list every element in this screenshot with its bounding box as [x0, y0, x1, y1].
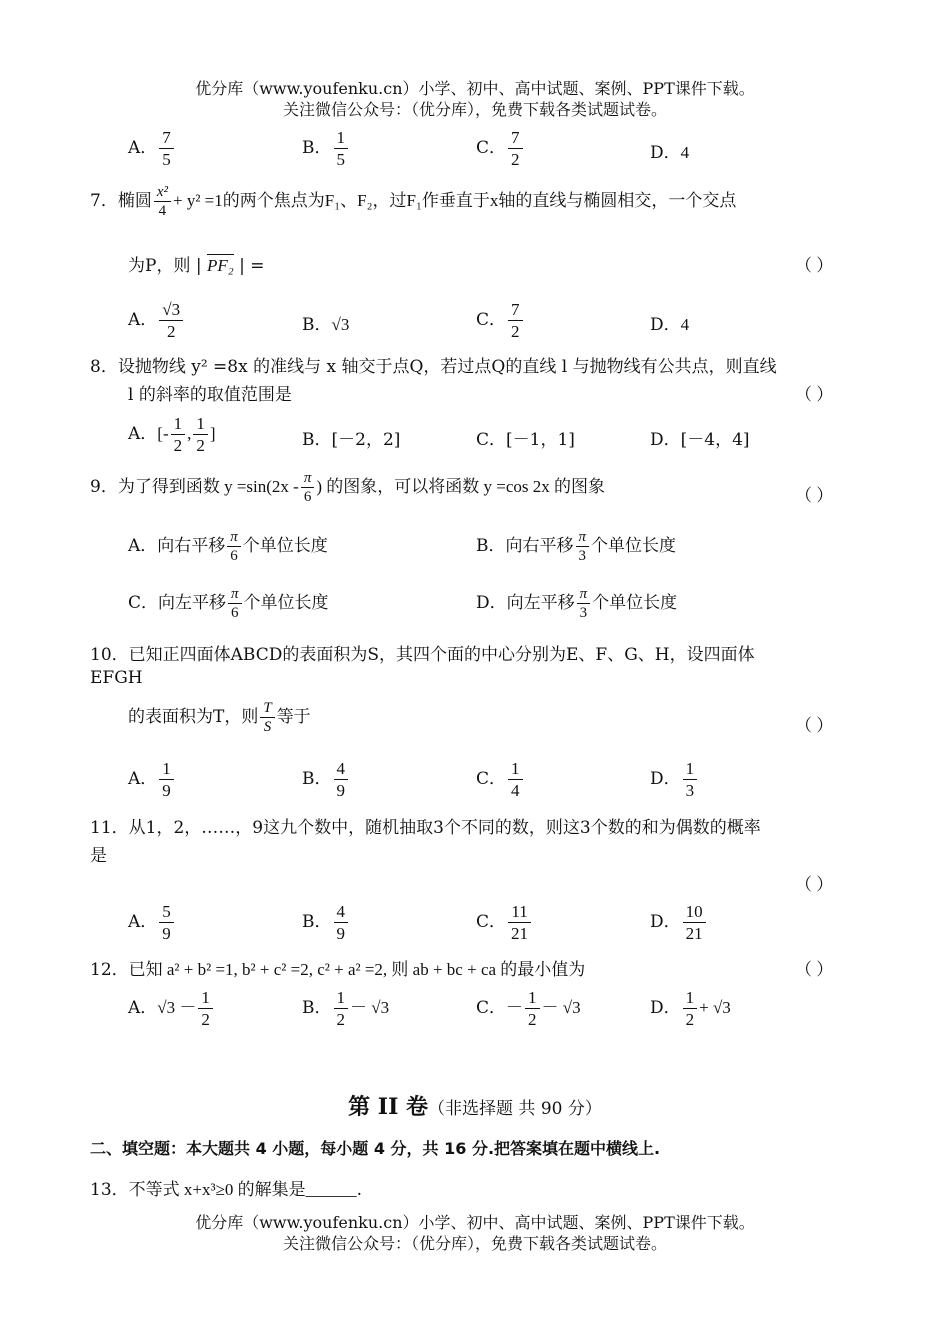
q8-option-a: A．[- $\frac{1}{2}$ , $\frac{1}{2}$ ]: [128, 414, 216, 455]
q11-stem-line1: 11．从1，2，……，9这九个数中，随机抽取3个不同的数，则这3个数的和为偶数的概率: [90, 818, 761, 838]
q7-option-b: B．√3: [302, 315, 350, 335]
q10-stem-line1: 10．已知正四面体ABCD的表面积为S，其四个面的中心分别为E、F、G、H，设四面体: [90, 645, 755, 665]
q7-stem-line2: 为P，则 | PF₂ | =: [128, 256, 265, 276]
q11-answer-bracket: （ ）: [795, 875, 834, 894]
q12-option-c: C．－ $\frac{1}{2}$ － √3: [476, 988, 581, 1029]
q12-stem: 12．已知 a² + b² =1, b² + c² =2, c² + a² =2, 则 ab + bc + ca 的最小值为: [90, 960, 586, 980]
q11-option-b: B． $\frac{4}{9}$: [302, 902, 350, 943]
q9-option-a: A．向右平移 $\frac{\pi}{6}$ 个单位长度: [128, 529, 328, 564]
q9-option-d: D．向左平移 $\frac{\pi}{3}$ 个单位长度: [476, 586, 678, 621]
q8-answer-bracket: （ ）: [795, 385, 834, 404]
q8-option-c: C．[－1，1]: [476, 430, 575, 450]
q9-answer-bracket: （ ）: [795, 486, 834, 505]
q10-stem-line2: EFGH: [90, 668, 143, 688]
q10-option-b: B． $\frac{4}{9}$: [302, 759, 350, 800]
q10-option-d: D． $\frac{1}{3}$: [650, 759, 699, 800]
q10-option-c: C． $\frac{1}{4}$: [476, 759, 525, 800]
q11-option-c: C． $\frac{11}{21}$: [476, 902, 533, 943]
q11-option-d: D． $\frac{10}{21}$: [650, 902, 708, 943]
q11-stem-line2: 是: [90, 846, 107, 866]
q10-answer-bracket: （ ）: [795, 716, 834, 735]
q6-option-b: B． $\frac{1}{5}$: [302, 128, 350, 169]
q10-stem-line3: 的表面积为T，则 $\frac{T}{S}$ 等于: [128, 700, 311, 735]
q10-option-a: A． $\frac{1}{9}$: [128, 759, 176, 800]
q7-option-a: A． $\frac{√3}{2}$: [128, 300, 185, 341]
q6-option-d: D．4: [650, 143, 690, 163]
q12-option-a: A．√3 － $\frac{1}{2}$: [128, 988, 215, 1029]
q13-answer-blank[interactable]: ______: [305, 1180, 357, 1199]
q9-stem: 9．为了得到函数 y =sin(2x - $\frac{\pi}{6}$ ) 的图象，可以将函数 y =cos 2x 的图象: [90, 470, 606, 505]
q11-option-a: A． $\frac{5}{9}$: [128, 902, 176, 943]
q7-option-c: C． $\frac{7}{2}$: [476, 300, 525, 341]
q9-option-b: B．向右平移 $\frac{\pi}{3}$ 个单位长度: [476, 529, 677, 564]
q8-stem-line2: l 的斜率的取值范围是: [128, 385, 292, 405]
q8-option-b: B．[－2，2]: [302, 430, 401, 450]
footer-line-2: 关注微信公众号：（优分库），免费下载各类试题试卷。: [282, 1234, 667, 1253]
q7-option-d: D．4: [650, 315, 690, 335]
header-line-2: 关注微信公众号：（优分库），免费下载各类试题试卷。: [282, 100, 667, 119]
q8-stem-line1: 8．设抛物线 y² =8x 的准线与 x 轴交于点Q，若过点Q的直线 l 与抛物线有公共点，则直线: [90, 357, 777, 377]
section2-instructions: 二、填空题：本大题共 4 小题，每小题 4 分，共 16 分.把答案填在题中横线上.: [90, 1139, 661, 1158]
q6-option-c: C． $\frac{7}{2}$: [476, 128, 525, 169]
footer-line-1: 优分库（www.youfenku.cn）小学、初中、高中试题、案例、PPT课件下载。: [195, 1213, 755, 1232]
q6-option-a: A． $\frac{7}{5}$: [128, 128, 176, 169]
q9-option-c: C．向左平移 $\frac{\pi}{6}$ 个单位长度: [128, 586, 329, 621]
q12-option-b: B． $\frac{1}{2}$ － √3: [302, 988, 390, 1029]
part2-heading: 第 II 卷（非选择题 共 90 分）: [348, 1094, 602, 1120]
q8-option-d: D．[－4，4]: [650, 430, 750, 450]
q13-stem: 13．不等式 x+x³≥0 的解集是______.: [90, 1180, 363, 1200]
q12-answer-bracket: （ ）: [795, 960, 834, 979]
q7-answer-bracket: （ ）: [795, 256, 834, 275]
header-line-1: 优分库（www.youfenku.cn）小学、初中、高中试题、案例、PPT课件下载。: [195, 79, 755, 98]
q7-stem-line1: 7．椭圆 $\frac{\text{x²}}{4}$ + y² =1的两个焦点为F₁、F₂，过F₁作垂直于x轴的直线与椭圆相交，一个交点: [90, 184, 737, 219]
q12-option-d: D． $\frac{1}{2}$ + √3: [650, 988, 731, 1029]
